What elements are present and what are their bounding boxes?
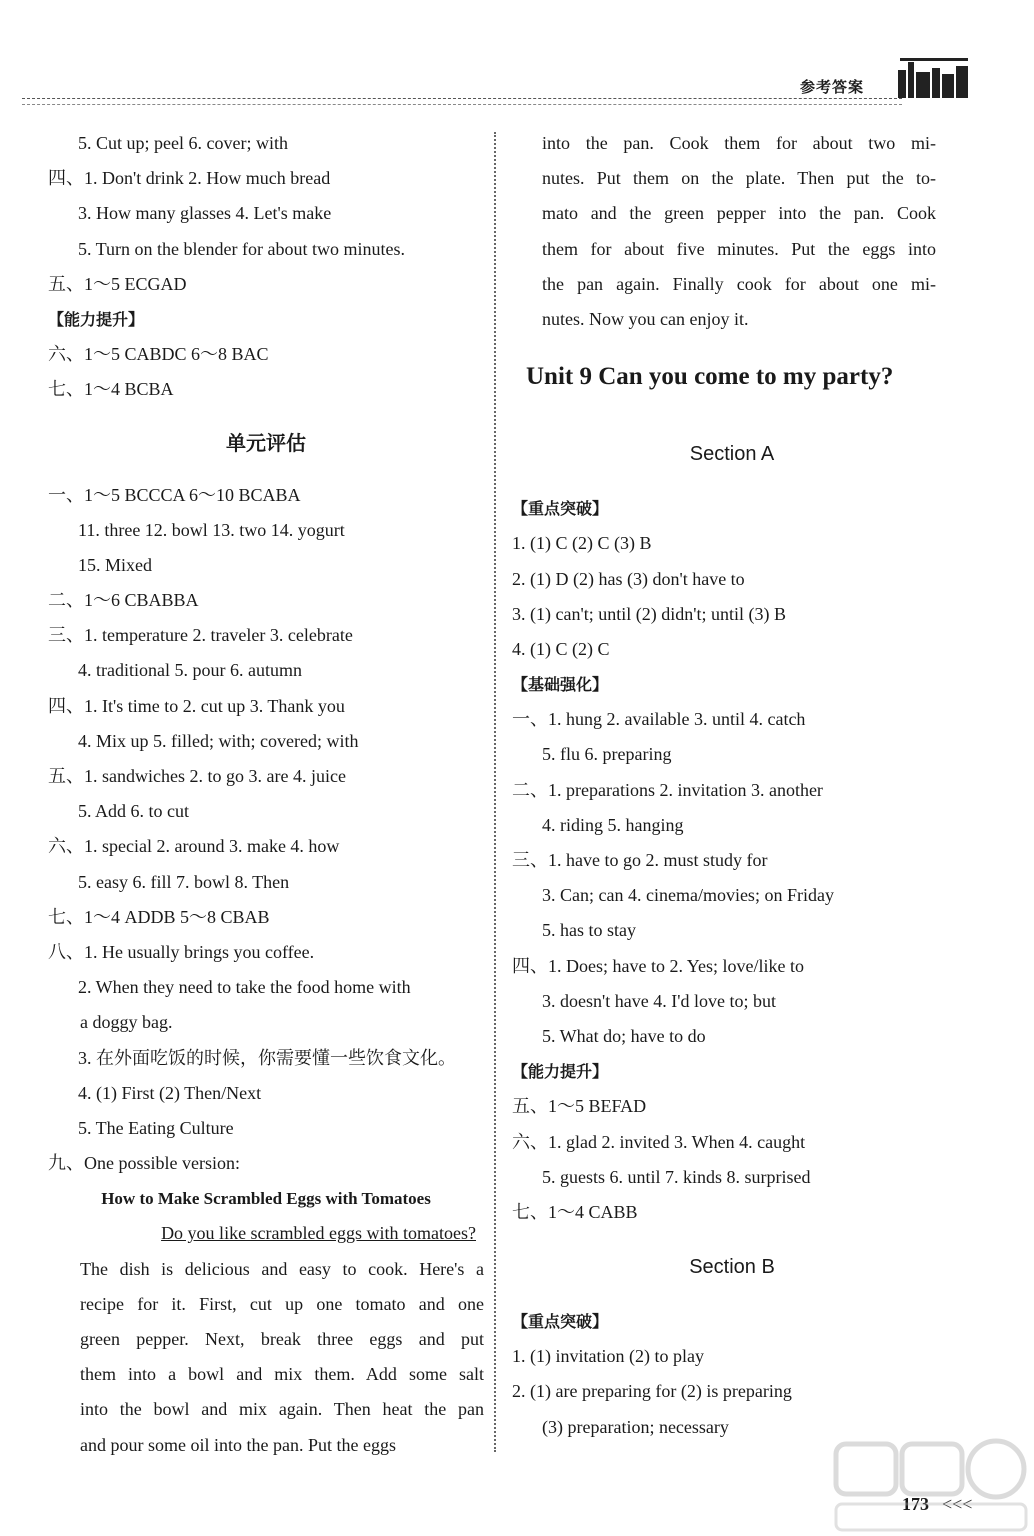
essay-title: How to Make Scrambled Eggs with Tomatoes — [101, 1189, 431, 1209]
answer-line: 1. (1) C (2) C (3) B — [512, 533, 652, 554]
header-decoration-icon — [898, 56, 970, 100]
answer-line: 4. Mix up 5. filled; with; covered; with — [78, 730, 359, 751]
answer-line: 一、1～5 BCCCA 6～10 BCABA — [48, 484, 301, 505]
answer-line: 四、1. It's time to 2. cut up 3. Thank you — [48, 695, 345, 716]
answer-line: 2. When they need to take the food home with — [78, 977, 411, 998]
left-column — [48, 126, 484, 1463]
column-divider — [494, 132, 496, 1452]
section-heading-ability: 【能力提升】 — [512, 1062, 609, 1082]
section-a-title: Section A — [689, 443, 775, 466]
section-heading-basics: 【基础强化】 — [512, 675, 609, 695]
answer-line: 5. easy 6. fill 7. bowl 8. Then — [78, 871, 290, 892]
page-number: 173 — [902, 1494, 929, 1514]
answer-line: 4. riding 5. hanging — [542, 814, 684, 835]
section-heading-ability: 【能力提升】 — [48, 309, 145, 329]
answer-line: 5. has to stay — [542, 920, 636, 941]
answer-line: 5. flu 6. preparing — [542, 744, 672, 765]
answer-line: 三、1. temperature 2. traveler 3. celebrate — [48, 625, 353, 646]
answer-line: 四、1. Does; have to 2. Yes; love/like to — [512, 955, 804, 976]
answer-line: 15. Mixed — [78, 554, 152, 575]
essay-line: them into a bowl and mix them. Add some salt — [80, 1364, 484, 1385]
section-heading-key-points: 【重点突破】 — [512, 1312, 609, 1332]
answer-line: 5. Add 6. to cut — [78, 801, 189, 822]
essay-line: the pan again. Finally cook for about one mi- — [542, 273, 936, 294]
right-column — [512, 126, 952, 1445]
answer-line: 5. guests 6. until 7. kinds 8. surprised — [542, 1166, 811, 1187]
answer-line: 5. What do; have to do — [542, 1025, 706, 1046]
essay-line: nutes. Put them on the plate. Then put the to- — [542, 168, 936, 189]
answer-line: 五、1～5 BEFAD — [512, 1096, 647, 1117]
header-label: 参考答案 — [800, 78, 865, 96]
answer-line: 七、1～4 ADDB 5～8 CBAB — [48, 906, 270, 927]
answer-line: 九、One possible version: — [48, 1153, 240, 1174]
essay-line: into the bowl and mix again. Then heat the pan — [80, 1399, 484, 1420]
answer-line: 2. (1) are preparing for (2) is preparing — [512, 1381, 792, 1402]
answer-line: 七、1～4 CABB — [512, 1201, 638, 1222]
answer-line: 4. (1) First (2) Then/Next — [78, 1082, 262, 1103]
essay-line: and pour some oil into the pan. Put the eggs — [80, 1434, 396, 1455]
answer-line: 3. (1) can't; until (2) didn't; until (3) B — [512, 603, 786, 624]
answer-line: 七、1～4 BCBA — [48, 379, 174, 400]
answer-line: 3. How many glasses 4. Let's make — [78, 203, 332, 224]
answer-line: 1. (1) invitation (2) to play — [512, 1346, 704, 1367]
watermark-logo — [826, 1436, 1034, 1536]
answer-line: 五、1～5 ECGAD — [48, 273, 187, 294]
essay-line: green pepper. Next, break three eggs and put — [80, 1329, 484, 1349]
essay-line: The dish is delicious and easy to cook. Here's a — [80, 1258, 484, 1279]
answer-line: (3) preparation; necessary — [542, 1416, 729, 1437]
answer-line: 5. Cut up; peel 6. cover; with — [78, 133, 288, 153]
header-rule — [22, 98, 902, 99]
page-arrows: <<< — [942, 1494, 973, 1514]
answer-line: 5. Turn on the blender for about two minutes. — [78, 238, 405, 259]
answer-line: 六、1～5 CABDC 6～8 BAC — [48, 344, 269, 365]
section-b-title: Section B — [689, 1256, 775, 1279]
answer-line: 二、1～6 CBABBA — [48, 590, 199, 611]
answer-line: 5. The Eating Culture — [78, 1117, 234, 1138]
header-rule-secondary — [22, 104, 902, 105]
unit-evaluation-title: 单元评估 — [226, 430, 306, 455]
answer-line: 六、1. special 2. around 3. make 4. how — [48, 836, 340, 857]
unit-title: Unit 9 Can you come to my party? — [526, 363, 894, 391]
answer-line: a doggy bag. — [80, 1012, 173, 1033]
answer-line: 六、1. glad 2. invited 3. When 4. caught — [512, 1131, 806, 1152]
answer-line: 一、1. hung 2. available 3. until 4. catch — [512, 709, 806, 730]
essay-line: them for about five minutes. Put the eggs into — [542, 238, 936, 259]
answer-line: 4. (1) C (2) C — [512, 638, 610, 659]
essay-line: nutes. Now you can enjoy it. — [542, 308, 749, 329]
essay-line: into the pan. Cook them for about two mi- — [542, 133, 936, 153]
answer-line: 三、1. have to go 2. must study for — [512, 850, 768, 870]
essay-intro: Do you like scrambled eggs with tomatoes? — [161, 1223, 476, 1244]
answer-line: 3. doesn't have 4. I'd love to; but — [542, 990, 776, 1011]
essay-line: recipe for it. First, cut up one tomato and one — [80, 1293, 484, 1314]
section-heading-key-points: 【重点突破】 — [512, 499, 609, 519]
answer-line: 11. three 12. bowl 13. two 14. yogurt — [78, 519, 345, 540]
answer-line: 2. (1) D (2) has (3) don't have to — [512, 568, 745, 589]
answer-line: 八、1. He usually brings you coffee. — [48, 941, 315, 962]
answer-line: 二、1. preparations 2. invitation 3. another — [512, 779, 823, 800]
answer-line: 3. Can; can 4. cinema/movies; on Friday — [542, 885, 834, 906]
answer-line: 3. 在外面吃饭的时候，你需要懂一些饮食文化。 — [78, 1047, 456, 1068]
answer-line: 四、1. Don't drink 2. How much bread — [48, 168, 331, 189]
essay-line: mato and the green pepper into the pan. Cook — [542, 203, 936, 224]
answer-line: 4. traditional 5. pour 6. autumn — [78, 660, 302, 681]
answer-line: 五、1. sandwiches 2. to go 3. are 4. juice — [48, 766, 346, 786]
